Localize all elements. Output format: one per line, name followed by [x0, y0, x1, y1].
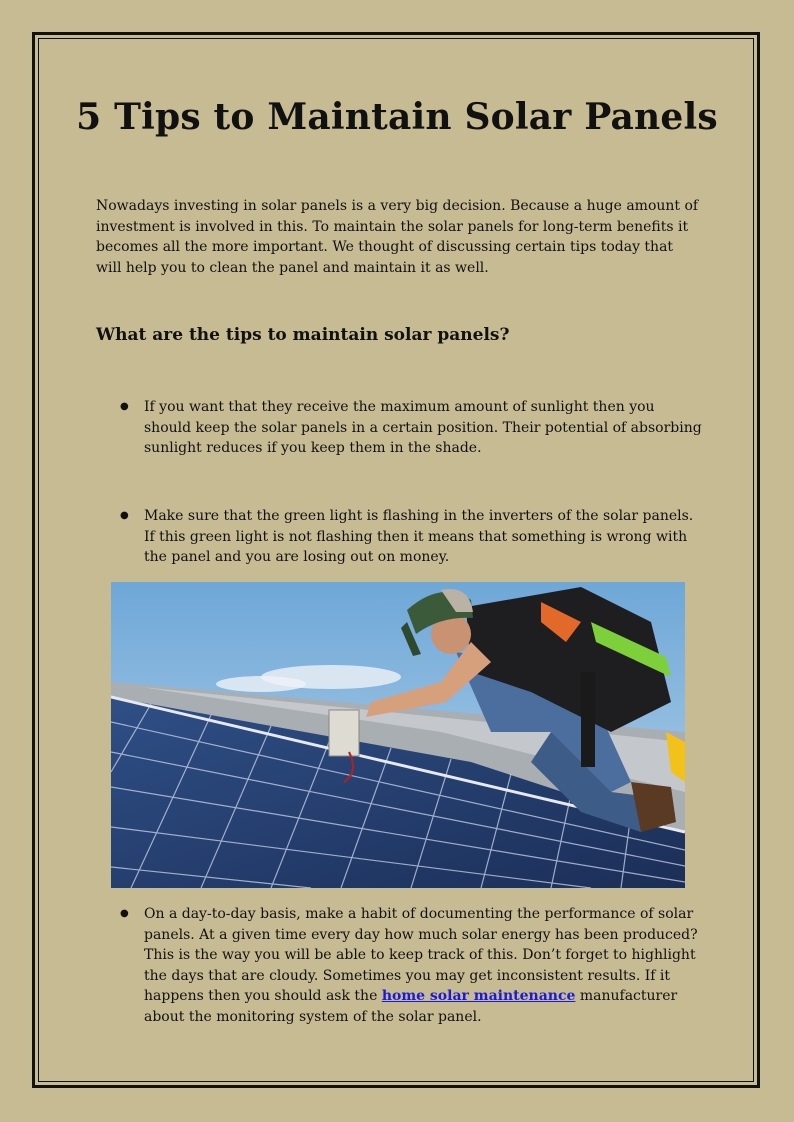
home-solar-maintenance-link[interactable]: home solar maintenance — [381, 988, 576, 1005]
bullet-item-performance-log — [144, 904, 702, 1028]
bullet-item-sunlight: ● If you want that they receive the maximum amount of sunlight then you should keep the solar panels in a certain position. Their potential of absorbing sunlight reduces if you keep them in the shade. — [144, 397, 702, 459]
section-heading: What are the tips to maintain solar panels? — [96, 325, 510, 345]
bullet-item-inverter-light: ● Make sure that the green light is flashing in the inverters of the solar panels. If this green light is not flashing then it means that something is wrong with the panel and you are losing out on money. — [144, 506, 702, 568]
intro-paragraph: Nowadays investing in solar panels is a very big decision. Because a huge amount of investment is involved in this. To maintain the solar panels for long-term benefits it becomes all the more important. We thought of discussing certain tips today that will help you to clean the panel and maintain it as well. — [96, 198, 699, 276]
page-title: 5 Tips to Maintain Solar Panels — [76, 96, 718, 138]
bullet-text-before-link: On a day-to-day basis, make a habit of documenting the performance of solar panels. At a given time every day how much solar energy has been produced? This is the way you will be able to keep track of this. Don’t forget to highlight the days that are cloudy. Sometimes you may get inconsistent results. If it happens then you should ask the — [144, 906, 698, 1005]
solar-technician-photo — [111, 582, 685, 888]
bullet-text-after-link: manufacturer about the monitoring system of the solar panel. — [144, 988, 678, 1025]
